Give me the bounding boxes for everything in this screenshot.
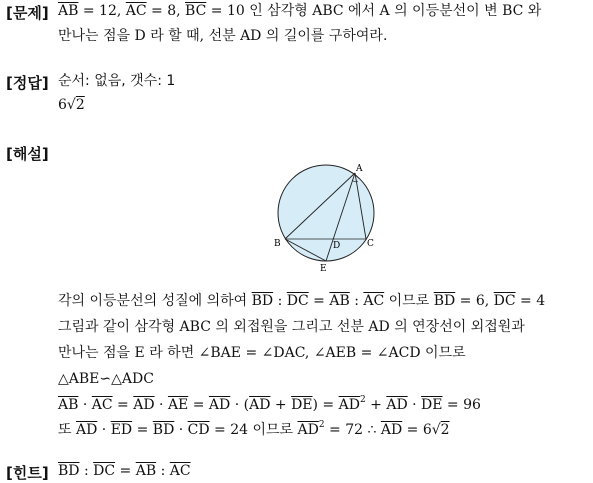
solution-line-5: $\overline{AB} \cdot \overline{AC} = \overline{AD} \cdot \overline{AE} = \overline{AD} \cdot (\overline{AD} + \overline{DE}) = \overline{AD}^2 + \overline{AD} \cdot \overline{DE} = 96$	[58, 395, 481, 413]
problem-line-2: 만나는 점을 D 라 할 때, 선분 AD 의 길이를 구하여라.	[58, 28, 388, 44]
solution-line-4: △ABE∽△ADC	[58, 371, 154, 387]
solution-line-3: 만나는 점을 E 라 하면 ∠BAE = ∠DAC, ∠AEB = ∠ACD 이므로	[58, 345, 466, 361]
sqrt-symbol: √	[431, 422, 441, 438]
point-a-label: A	[356, 164, 363, 174]
answer-label: [정답]	[6, 74, 49, 92]
segment-ac: $\overline{AC}$	[125, 3, 147, 19]
sqrt-symbol: √	[66, 97, 76, 113]
point-b-label: B	[274, 239, 281, 249]
solution-label: [해설]	[6, 145, 49, 163]
solution-line-2: 그림과 같이 삼각형 ABC 의 외접원을 그리고 선분 AD 의 연장선이 외접원과	[58, 319, 525, 335]
hint-line: $\overline{BD}$ : $\overline{DC} = \overline{AB}$ : $\overline{AC}$	[58, 463, 191, 479]
circumcircle-figure	[270, 160, 382, 274]
circumscribed-circle	[278, 165, 374, 261]
point-c-label: C	[367, 239, 374, 249]
hint-label: [힌트]	[6, 464, 49, 482]
answer-meta: 순서: 없음, 갯수: 1	[58, 73, 176, 89]
solution-line-6: 또 $\overline{AD} \cdot \overline{ED} = \overline{BD} \cdot \overline{CD} = 24$ 이므로 $\overline{AD}^2 = 72$ ∴ $\overline{AD} = 6√2$	[58, 420, 450, 438]
solution-line-1: 각의 이등분선의 성질에 의하여 $\overline{BD}$ : $\overline{DC} = \overline{AB}$ : $\overline{AC}$ 이므로 $\overline{BD} = 6$, $\overline{DC} = 4$	[58, 293, 546, 309]
segment-bc: $\overline{BC}$	[185, 3, 207, 19]
problem-line-1: $\overline{AB} = 12$, $\overline{AC} = 8$, $\overline{BC} = 10$ 인 삼각형 ABC 에서 A 의 이등분선이 변 BC 와	[58, 3, 542, 19]
point-e-label: E	[320, 264, 327, 274]
point-d-label: D	[333, 241, 341, 251]
answer-value: 6√2	[58, 97, 85, 113]
problem-label: [문제]	[6, 4, 49, 22]
segment-ab: $\overline{AB}$	[58, 3, 79, 19]
